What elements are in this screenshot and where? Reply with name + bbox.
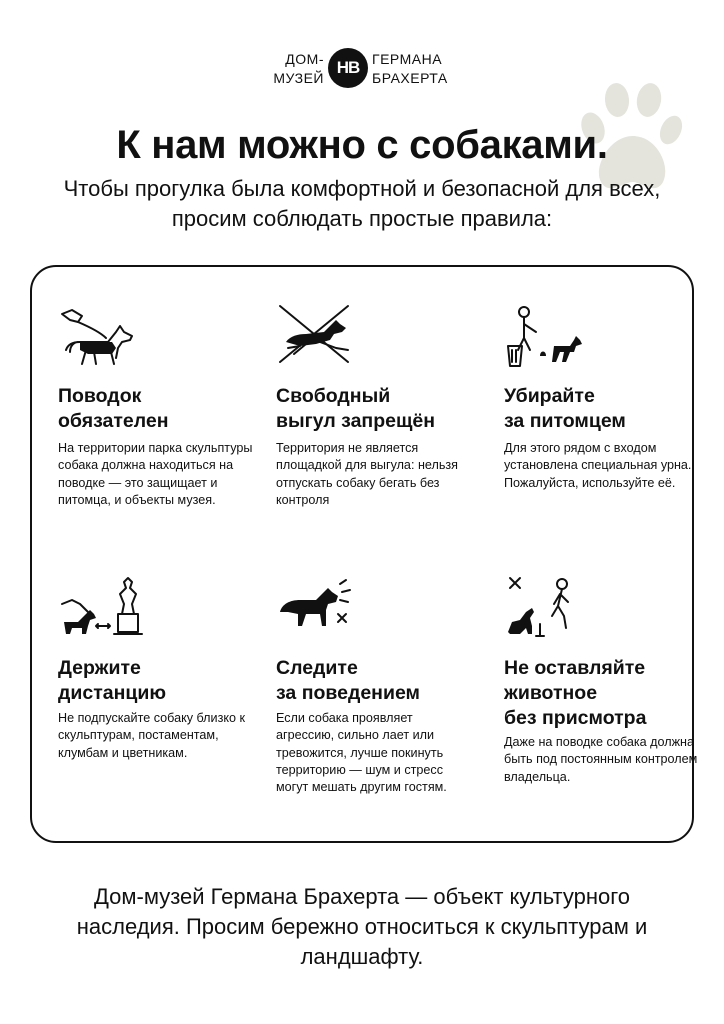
logo-left-line2: МУЗЕЙ bbox=[273, 70, 324, 86]
logo-left-line1: ДОМ- bbox=[285, 51, 324, 67]
rule-title: Поводок обязателен bbox=[58, 385, 169, 432]
logo-monogram-text: НВ bbox=[336, 58, 360, 77]
unattended-dog-icon bbox=[504, 574, 594, 644]
rule-title: Не оставляйте животное без присмотра bbox=[504, 657, 647, 729]
logo-monogram bbox=[328, 48, 368, 88]
rule-title: Держите дистанцию bbox=[58, 657, 167, 704]
rule-title: Следите за поведением bbox=[276, 657, 420, 704]
rule-title: Свободный выгул запрещён bbox=[276, 385, 436, 432]
keep-distance-sculpture-icon bbox=[58, 574, 148, 644]
logo-text-right bbox=[372, 50, 472, 88]
rule-text: На территории парка скульптуры собака должна находиться на поводке — это защищает и питомца, и объекты музея. bbox=[58, 441, 253, 507]
page-subtitle: Чтобы прогулка была комфортной и безопасной для всех, просим соблюдать простые правила: bbox=[63, 176, 661, 231]
rule-text: Даже на поводке собака должна быть под постоянным контролем владельца. bbox=[504, 735, 698, 784]
logo-right-line1: ГЕРМАНА bbox=[372, 51, 443, 67]
logo-right-line2: БРАХЕРТА bbox=[372, 70, 448, 86]
rule-text: Не подпускайте собаку близко к скульптурам, постаментам, клумбам и цветникам. bbox=[58, 711, 246, 760]
rule-text: Для этого рядом с входом установлена специальная урна. Пожалуйста, используйте её. bbox=[504, 441, 692, 490]
rule-text: Территория не является площадкой для выгула: нельзя отпускать собаку бегать без контроля bbox=[276, 441, 458, 507]
dog-on-leash-icon bbox=[58, 302, 148, 372]
barking-dog-icon bbox=[276, 574, 366, 644]
logo-text-left bbox=[262, 50, 324, 88]
page-title: К нам можно с собаками. bbox=[116, 123, 608, 167]
rule-title: Убирайте за питомцем bbox=[504, 385, 626, 432]
no-free-running-dog-icon bbox=[276, 302, 366, 372]
clean-up-after-dog-icon bbox=[504, 302, 594, 372]
rule-text: Если собака проявляет агрессию, сильно лает или тревожится, лучше покинуть территорию — шум и стресс могут мешать другим гостям. bbox=[276, 711, 447, 795]
museum-logo bbox=[262, 46, 462, 94]
footer-note: Дом-музей Германа Брахерта — объект культурного наследия. Просим бережно относиться к скульптурам и ландшафту. bbox=[76, 884, 648, 969]
